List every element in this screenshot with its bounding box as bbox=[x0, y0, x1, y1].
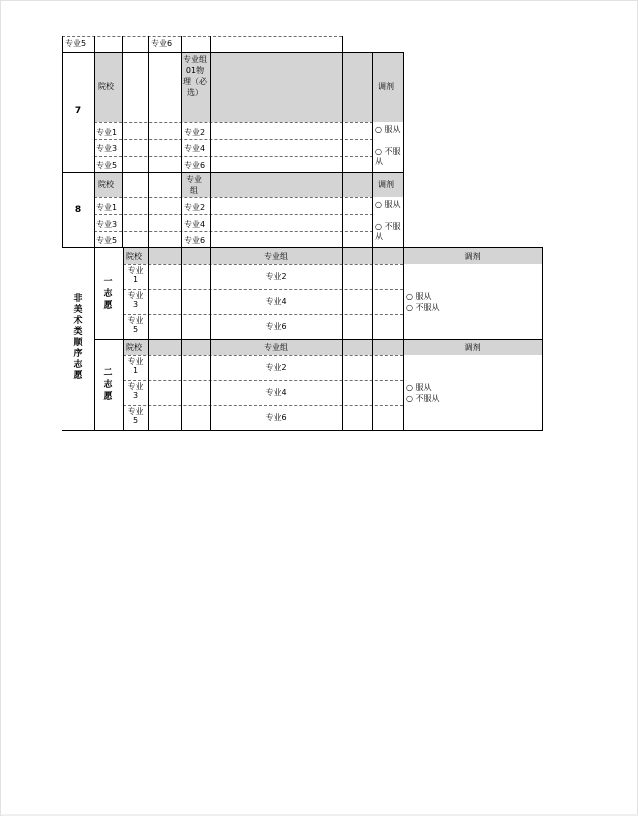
adjust-header: 调剂 bbox=[464, 252, 481, 261]
school-header: 院校 bbox=[126, 343, 142, 352]
school-header: 院校 bbox=[98, 180, 114, 189]
major-1: 专业1 bbox=[127, 357, 144, 375]
major-6-label: 专业6 bbox=[151, 39, 173, 48]
major-5-label: 专业5 bbox=[65, 39, 87, 48]
major-1: 专业1 bbox=[96, 203, 118, 212]
not-obey-radio-option[interactable]: ○ 不服从 bbox=[406, 303, 440, 312]
major-6: 专业6 bbox=[265, 413, 287, 422]
major-2: 专业2 bbox=[265, 363, 287, 372]
not-obey-radio-option[interactable]: ○ 不服从 bbox=[406, 394, 440, 403]
major-5: 专业5 bbox=[127, 407, 144, 425]
obey-radio-option[interactable]: ○ 服从 bbox=[406, 383, 432, 392]
major-4: 专业4 bbox=[184, 144, 206, 153]
major-5: 专业5 bbox=[96, 161, 118, 170]
obey-radio-option[interactable]: ○ 服从 bbox=[375, 200, 401, 209]
major-group-header: 专业组01物理（必选） bbox=[183, 55, 207, 97]
major-5: 专业5 bbox=[127, 316, 144, 334]
non-art-section-title: 非美术类顺序志愿 bbox=[73, 294, 83, 381]
major-1: 专业1 bbox=[127, 266, 144, 284]
major-4: 专业4 bbox=[265, 297, 287, 306]
major-3: 专业3 bbox=[96, 220, 118, 229]
first-choice-label: 一志愿 bbox=[103, 277, 113, 311]
major-1: 专业1 bbox=[96, 128, 118, 137]
group-7-index: 7 bbox=[74, 106, 82, 116]
adjust-header: 调剂 bbox=[378, 180, 394, 189]
major-group-header: 专业组 bbox=[264, 252, 288, 261]
group-8-index: 8 bbox=[74, 205, 82, 215]
major-6: 专业6 bbox=[184, 236, 206, 245]
major-2: 专业2 bbox=[184, 128, 206, 137]
major-6: 专业6 bbox=[184, 161, 206, 170]
major-2: 专业2 bbox=[184, 203, 206, 212]
major-3: 专业3 bbox=[96, 144, 118, 153]
school-header: 院校 bbox=[98, 82, 114, 91]
major-group-header: 专业组 bbox=[186, 175, 202, 195]
obey-radio-option[interactable]: ○ 服从 bbox=[406, 292, 432, 301]
not-obey-radio-option[interactable]: ○ 不服从 bbox=[375, 147, 401, 166]
major-3: 专业3 bbox=[127, 382, 144, 400]
major-6: 专业6 bbox=[265, 322, 287, 331]
major-5: 专业5 bbox=[96, 236, 118, 245]
adjust-header: 调剂 bbox=[464, 343, 481, 352]
major-3: 专业3 bbox=[127, 291, 144, 309]
obey-radio-option[interactable]: ○ 服从 bbox=[375, 125, 401, 134]
major-4: 专业4 bbox=[184, 220, 206, 229]
school-header: 院校 bbox=[126, 252, 142, 261]
major-group-header: 专业组 bbox=[264, 343, 288, 352]
major-2: 专业2 bbox=[265, 272, 287, 281]
second-choice-label: 二志愿 bbox=[103, 368, 113, 402]
not-obey-radio-option[interactable]: ○ 不服从 bbox=[375, 222, 401, 241]
adjust-header: 调剂 bbox=[378, 82, 394, 91]
major-4: 专业4 bbox=[265, 388, 287, 397]
